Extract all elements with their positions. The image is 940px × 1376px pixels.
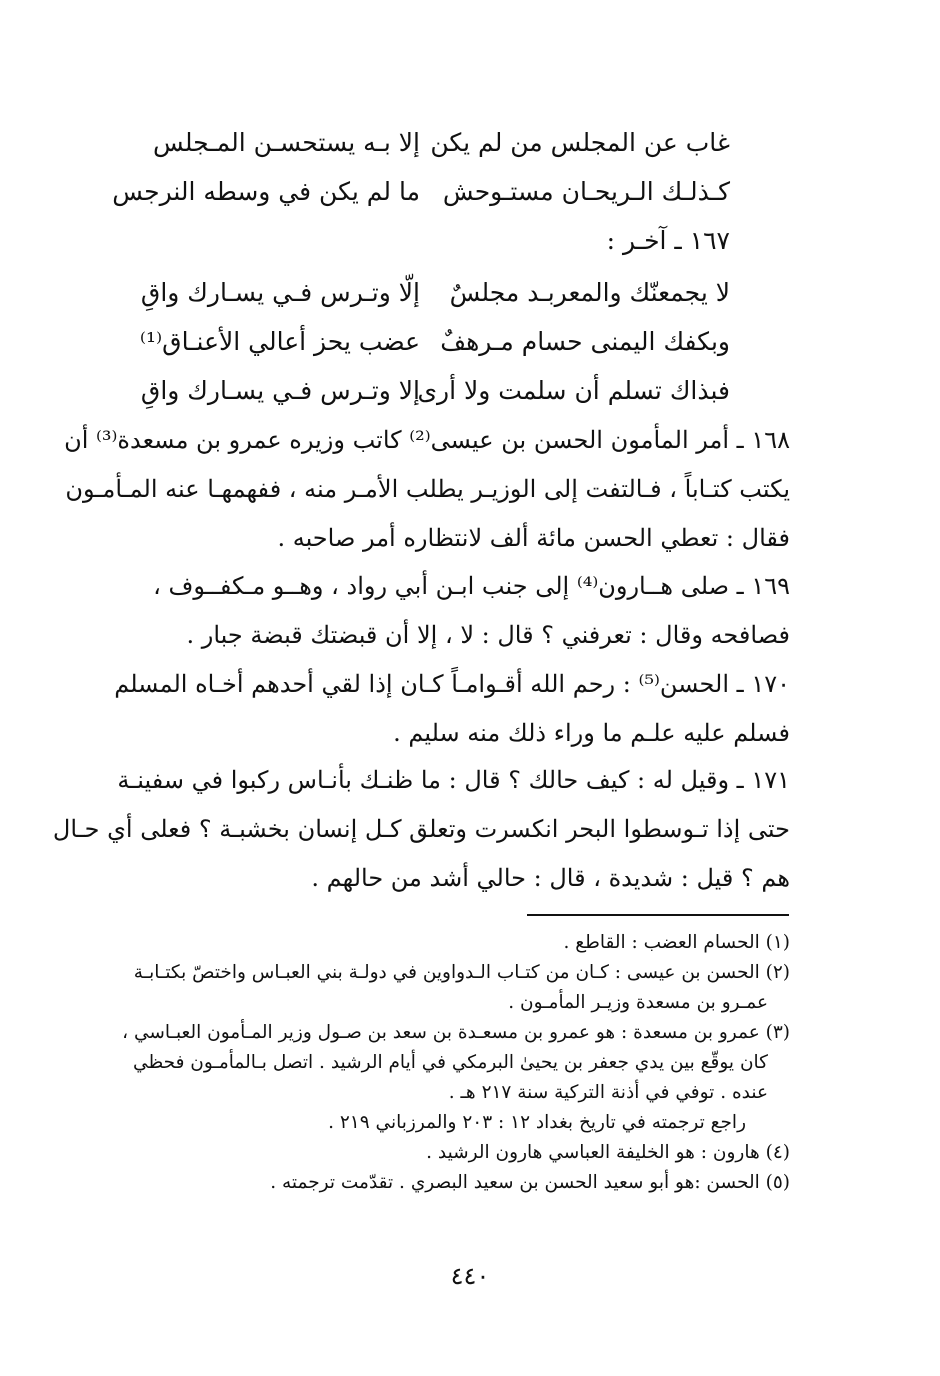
footnote-line: (٢) الحسن بن عيسى : كـان من كتـاب الـدواوين في دولـة بني العبـاس واختصّ بكتـابـة: [133, 962, 790, 983]
verse-first-hemistich: وبكفك اليمنى حسام مـرهفٌ: [440, 327, 730, 356]
verse-line: [130, 366, 730, 415]
paragraph-line: ١٧١ ـ وقيل له : كيف حالك ؟ قال : ما ظنـك بأنـاس ركبوا في سفينـة: [117, 766, 790, 794]
paragraph-line: حتى إذا تـوسطوا البحر انكسرت وتعلق كـل إنسان بخشبـة ؟ فعلى أي حـال: [52, 815, 790, 843]
footnote-line: (٥) الحسن :هو أبو سعيد الحسن بن سعيد البصري . تقدّمت ترجمته .: [270, 1172, 790, 1193]
footnote-separator: [527, 914, 789, 916]
paragraph-line: يكتب كتـاباً ، فـالتفت إلى الوزيـر يطلب الأمـر منه ، ففهمهـا عنه المـأمـون: [65, 475, 790, 503]
paragraph-line: ١٧٠ ـ الحسن⁽⁵⁾ : رحم الله أقـوامـاً كـان إذا لقي أحدهم أخـاه المسلم: [114, 670, 790, 698]
paragraph-line: ١٦٨ ـ أمر المأمون الحسن بن عيسى⁽²⁾ كاتب وزيره عمرو بن مسعدة⁽³⁾ أن: [64, 426, 790, 454]
verse-second-hemistich: إلّا وتـرس فـي يسـارك واقِ: [140, 278, 420, 307]
verse-line: [130, 268, 730, 317]
entry-167-title: ١٦٧ ـ آخـر :: [606, 226, 730, 255]
verse-second-hemistich: عضب يحز أعالي الأعنـاق⁽¹⁾: [139, 327, 420, 356]
verse-line: [112, 167, 730, 216]
verse-second-hemistich: إلا بـه يستحسـن المـجلس: [153, 128, 420, 157]
paragraph-line: فقال : تعطي الحسن مائة ألف لانتظاره أمر صاحبه .: [277, 524, 790, 552]
entry-169-paragraph: [70, 562, 790, 660]
paragraph-line: ١٦٩ ـ صلى هــارون⁽⁴⁾ إلى جنب ابـن أبي رواد ، وهــو مـكفــوف ،: [153, 572, 790, 600]
entry-170-paragraph: [70, 660, 790, 758]
paragraph-line: هم ؟ قيل : شديدة ، قال : حالي أشد من حالهم .: [311, 864, 790, 892]
verse-line: [130, 118, 730, 167]
paragraph-line: فسلم عليه علـم ما وراء ذلك منه سليم .: [393, 719, 790, 747]
entry-171-paragraph: [52, 756, 790, 903]
footnote-line: راجع ترجمته في تاريخ بغداد ١٢ : ٢٠٣ والمرزباني ٢١٩ .: [328, 1112, 746, 1133]
verse-first-hemistich: لا يجمعنّك والمعربـد مجلسٌ: [449, 278, 730, 307]
paragraph-line: فصافحه وقال : تعرفني ؟ قال : لا ، إلا أن قبضتك قبضة جبار .: [186, 621, 790, 649]
entry-168-paragraph: [64, 416, 790, 563]
verse-first-hemistich: فبذاك تسلم أن سلمت ولا أرى: [417, 376, 730, 405]
footnote-line: (٤) هارون : هو الخليفة العباسي هارون الرشيد .: [426, 1142, 790, 1163]
verse-line: [130, 317, 730, 366]
footnotes: [70, 928, 790, 1198]
footnote-line: كان يوقّع بين يدي جعفر بن يحيىٰ البرمكي في أيام الرشيد . اتصل بـالمأمـون فحظي: [133, 1052, 768, 1073]
verse-second-hemistich: إلا وتـرس فـي يسـارك واقِ: [140, 376, 420, 405]
footnote-line: (١) الحسام العضب : القاطع .: [563, 932, 790, 953]
footnote-line: (٣) عمرو بن مسعدة : هو عمرو بن مسعـدة بن سعد بن صـول وزير المـأمون العبـاسي ،: [122, 1022, 790, 1043]
poem-167: [130, 268, 730, 415]
page-number: ٤٤٠: [450, 1262, 490, 1290]
footnote-line: عنده . توفي في أذنة التركية سنة ٢١٧ هـ .: [448, 1082, 768, 1103]
footnote-line: عمـرو بن مسعدة وزيـر المأمـون .: [508, 992, 768, 1013]
verse-first-hemistich: كـذلـك الـريحـان مستـوحش: [442, 177, 730, 206]
verse-first-hemistich: غاب عن المجلس من لم يكن: [430, 128, 730, 157]
verse-second-hemistich: ما لم يكن في وسطه النرجس: [112, 177, 420, 206]
poem-166: [112, 118, 730, 216]
